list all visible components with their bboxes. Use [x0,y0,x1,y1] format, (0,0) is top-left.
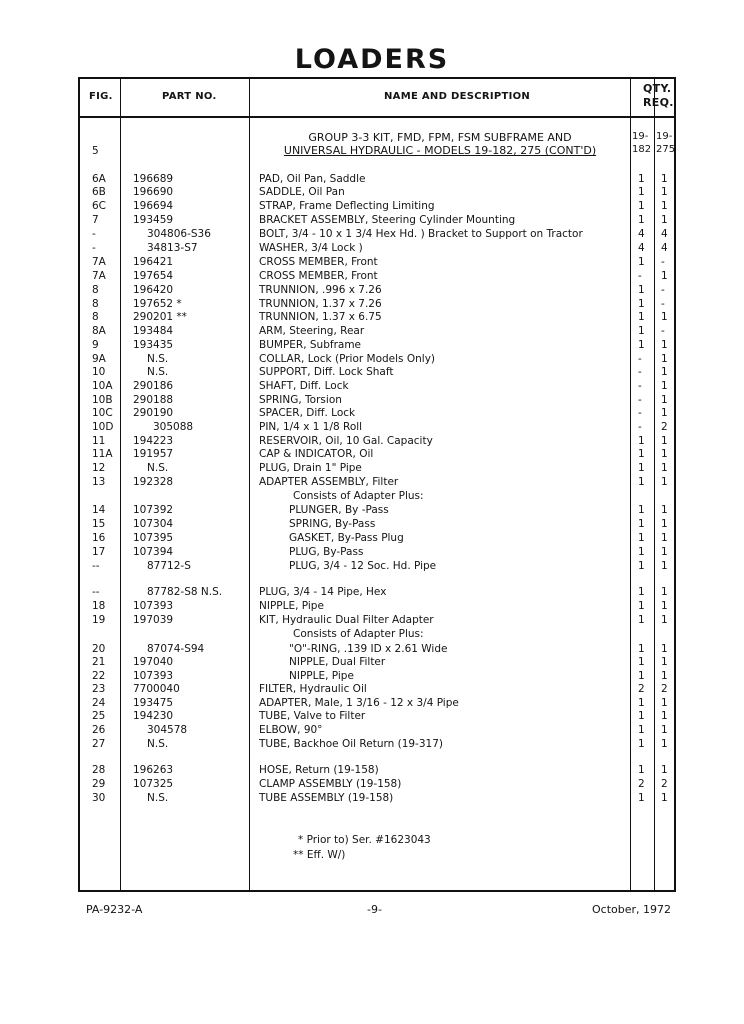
fig-number: 19 [92,614,106,626]
qty-19-182: 1 [638,710,645,722]
part-number: 197654 [133,270,174,282]
qty-19-182: 1 [638,200,645,212]
description: SHAFT, Diff. Lock [259,380,349,392]
qty-19-275: 1 [661,407,668,419]
fig-number: -- [92,586,100,598]
description: SADDLE, Oil Pan [259,186,345,198]
qty-19-182: 1 [638,462,645,474]
table-row [0,546,744,559]
description: ADAPTER, Male, 1 3/16 - 12 x 3/4 Pipe [259,697,459,709]
header-name-description: NAME AND DESCRIPTION [384,91,531,102]
qty-19-275: 1 [661,270,668,282]
group-line-1: GROUP 3-3 KIT, FMD, FPM, FSM SUBFRAME AND [308,131,572,144]
description: Consists of Adapter Plus: [293,628,424,640]
description: RESERVOIR, Oil, 10 Gal. Capacity [259,435,433,447]
qty-19-182: - [638,421,642,433]
header-fig: FIG. [89,91,113,102]
qty-19-182: 1 [638,435,645,447]
description: CAP & INDICATOR, Oil [259,448,374,460]
qty-19-182: - [638,270,642,282]
table-row [0,683,744,696]
qty-19-182: 1 [638,311,645,323]
note-prior: * Prior to) Ser. #1623043 [298,834,431,846]
fig-number: 6A [92,173,106,185]
description: PIN, 1/4 x 1 1/8 Roll [259,421,363,433]
qty-19-182: 1 [638,614,645,626]
fig-number: 25 [92,710,106,722]
part-number: 290186 [133,380,174,392]
part-number: 7700040 [133,683,180,695]
table-row [0,697,744,710]
table-row [0,214,744,227]
fig-number: -- [92,560,100,572]
qty-col2-bottom: 275 [656,144,676,155]
header-qty: QTY. [643,82,672,95]
fig-number: 7A [92,256,106,268]
description: CROSS MEMBER, Front [259,256,378,268]
description: PLUG, 3/4 - 12 Soc. Hd. Pipe [289,560,437,572]
qty-19-275: - [661,284,665,296]
part-number: 290188 [133,394,174,406]
table-row [0,462,744,475]
qty-19-182: 1 [638,173,645,185]
part-number: 196694 [133,200,174,212]
description: HOSE, Return (19-158) [259,764,379,776]
qty-19-182: 1 [638,532,645,544]
part-number: 107325 [133,778,174,790]
qty-19-275: 1 [661,738,668,750]
part-number: 304578 [147,724,188,736]
table-row [0,628,744,641]
table-row [0,311,744,324]
note-row-1 [0,834,744,847]
table-row [0,764,744,777]
fig-number: - [92,228,96,240]
part-number: 197652 * [133,298,182,310]
qty-19-182: 1 [638,600,645,612]
part-number: 197039 [133,614,174,626]
part-number: 107393 [133,670,174,682]
qty-19-182: - [638,380,642,392]
qty-19-275: 1 [661,643,668,655]
qty-19-182: - [638,366,642,378]
qty-19-182: 1 [638,643,645,655]
fig-number: 12 [92,462,106,474]
qty-19-182: 2 [638,683,645,695]
qty-19-182: - [638,353,642,365]
qty-19-182: 1 [638,504,645,516]
table-row [0,476,744,489]
description: PAD, Oil Pan, Saddle [259,173,366,185]
fig-number: 28 [92,764,106,776]
qty-19-182: 1 [638,546,645,558]
qty-19-275: 2 [661,421,668,433]
table-row [0,643,744,656]
group-line-2: UNIVERSAL HYDRAULIC - MODELS 19-182, 275 (CONT'D) [283,144,597,157]
table-row [0,670,744,683]
qty-19-182: 1 [638,448,645,460]
group-fig: 5 [92,145,99,157]
qty-19-182: 1 [638,670,645,682]
qty-19-275: 1 [661,353,668,365]
part-number: 107395 [133,532,174,544]
qty-19-275: 1 [661,586,668,598]
description: TRUNNION, 1.37 x 7.26 [259,298,382,310]
description: PLUG, Drain 1" Pipe [259,462,362,474]
qty-19-275: 2 [661,778,668,790]
fig-number: 9 [92,339,99,351]
qty-19-182: 1 [638,214,645,226]
qty-19-182: 1 [638,298,645,310]
description: TUBE, Backhoe Oil Return (19-317) [259,738,443,750]
fig-number: 20 [92,643,106,655]
description: SPRING, By-Pass [289,518,376,530]
header-req: REQ. [643,96,674,109]
qty-19-182: 1 [638,792,645,804]
description: STRAP, Frame Deflecting Limiting [259,200,435,212]
description: CLAMP ASSEMBLY (19-158) [259,778,402,790]
header-divider [78,116,676,118]
fig-number: 16 [92,532,106,544]
fig-number: 7A [92,270,106,282]
part-number: N.S. [147,792,169,804]
table-row [0,173,744,186]
description: PLUNGER, By -Pass [289,504,389,516]
qty-19-275: 1 [661,311,668,323]
fig-number: 8 [92,298,99,310]
fig-number: 27 [92,738,106,750]
fig-number: 9A [92,353,106,365]
fig-number: 10B [92,394,113,406]
qty-19-182: 2 [638,778,645,790]
qty-19-275: 1 [661,366,668,378]
qty-19-275: - [661,298,665,310]
part-number: 290190 [133,407,174,419]
qty-19-275: 1 [661,600,668,612]
page-title: LOADERS [294,44,450,75]
footer-date: October, 1972 [592,903,672,916]
part-number: 196689 [133,173,174,185]
part-number: 305088 [153,421,194,433]
fig-number: 26 [92,724,106,736]
qty-19-275: 1 [661,560,668,572]
description: TUBE ASSEMBLY (19-158) [259,792,394,804]
description: BUMPER, Subframe [259,339,362,351]
qty-col2-top: 19- [656,131,673,142]
part-number: 193475 [133,697,174,709]
qty-19-275: 1 [661,614,668,626]
qty-19-275: 1 [661,200,668,212]
qty-19-275: 4 [661,228,668,240]
description: TRUNNION, .996 x 7.26 [259,284,382,296]
description: BOLT, 3/4 - 10 x 1 3/4 Hex Hd. ) Bracket to Support on Tractor [259,228,583,240]
qty-19-275: 1 [661,697,668,709]
description: KIT, Hydraulic Dual Filter Adapter [259,614,434,626]
table-row [0,518,744,531]
table-row [0,298,744,311]
qty-19-275: 1 [661,462,668,474]
part-number: 194230 [133,710,174,722]
table-row [0,532,744,545]
qty-19-182: 1 [638,325,645,337]
fig-number: 14 [92,504,106,516]
qty-19-275: 1 [661,710,668,722]
table-row [0,448,744,461]
qty-19-275: 1 [661,476,668,488]
part-number: 87782-S8 N.S. [147,586,223,598]
description: SPACER, Diff. Lock [259,407,356,419]
part-number: 197040 [133,656,174,668]
qty-19-275: 1 [661,546,668,558]
table-row [0,325,744,338]
table-row [0,738,744,751]
part-number: 194223 [133,435,174,447]
fig-number: 10 [92,366,106,378]
qty-col1-bottom: 182 [632,144,652,155]
qty-19-275: 4 [661,242,668,254]
qty-19-182: 1 [638,284,645,296]
part-number: N.S. [147,366,169,378]
footer-page-number: -9- [367,903,382,916]
fig-number: 22 [92,670,106,682]
fig-number: 29 [92,778,106,790]
qty-19-182: 1 [638,586,645,598]
table-row [0,186,744,199]
table-row [0,407,744,420]
table-row [0,600,744,613]
qty-19-182: 4 [638,228,645,240]
table-row [0,614,744,627]
qty-19-275: 1 [661,448,668,460]
qty-19-182: - [638,394,642,406]
fig-number: 18 [92,600,106,612]
part-number: 193435 [133,339,174,351]
table-row [0,270,744,283]
part-number: N.S. [147,353,169,365]
qty-19-182: 1 [638,476,645,488]
footer-doc-id: PA-9232-A [86,903,143,916]
qty-col1-top: 19- [632,131,649,142]
part-number: 107394 [133,546,174,558]
qty-19-182: 1 [638,186,645,198]
description: ADAPTER ASSEMBLY, Filter [259,476,399,488]
qty-19-182: 4 [638,242,645,254]
fig-number: 30 [92,792,106,804]
fig-number: 7 [92,214,99,226]
description: PLUG, 3/4 - 14 Pipe, Hex [259,586,387,598]
description: ELBOW, 90° [259,724,323,736]
note-row-2 [0,849,744,862]
description: TUBE, Valve to Filter [259,710,366,722]
qty-19-275: 2 [661,683,668,695]
table-row [0,504,744,517]
table-row [0,792,744,805]
qty-19-182: 1 [638,656,645,668]
table-row [0,421,744,434]
header-part-no: PART NO. [162,91,217,102]
description: WASHER, 3/4 Lock ) [259,242,363,254]
part-number: 87074-S94 [147,643,205,655]
fig-number: 6B [92,186,106,198]
qty-19-275: 1 [661,173,668,185]
qty-19-275: 1 [661,518,668,530]
part-number: 196690 [133,186,174,198]
description: Consists of Adapter Plus: [293,490,424,502]
fig-number: 15 [92,518,106,530]
qty-19-182: 1 [638,724,645,736]
description: TRUNNION, 1.37 x 6.75 [259,311,382,323]
qty-19-275: 1 [661,435,668,447]
part-number: 193459 [133,214,174,226]
description: NIPPLE, Dual Filter [289,656,386,668]
description: "O"-RING, .139 ID x 2.61 Wide [289,643,448,655]
part-number: 107304 [133,518,174,530]
part-number: 193484 [133,325,174,337]
qty-19-275: 1 [661,792,668,804]
fig-number: 10C [92,407,113,419]
description: SUPPORT, Diff. Lock Shaft [259,366,394,378]
description: GASKET, By-Pass Plug [289,532,404,544]
fig-number: 13 [92,476,106,488]
qty-19-275: 1 [661,394,668,406]
description: BRACKET ASSEMBLY, Steering Cylinder Mounting [259,214,516,226]
fig-number: 8A [92,325,106,337]
part-number: 290201 ** [133,311,187,323]
qty-19-182: - [638,407,642,419]
description: SPRING, Torsion [259,394,342,406]
part-number: 196420 [133,284,174,296]
table-row [0,778,744,791]
description: NIPPLE, Pipe [289,670,354,682]
description: CROSS MEMBER, Front [259,270,378,282]
description: NIPPLE, Pipe [259,600,324,612]
description: PLUG, By-Pass [289,546,364,558]
table-row [0,366,744,379]
qty-19-275: 1 [661,724,668,736]
qty-19-182: 1 [638,764,645,776]
part-number: 107392 [133,504,174,516]
table-row [0,200,744,213]
part-number: N.S. [147,738,169,750]
fig-number: 6C [92,200,107,212]
fig-number: 17 [92,546,106,558]
table-row [0,353,744,366]
qty-19-182: 1 [638,339,645,351]
fig-number: 23 [92,683,106,695]
description: FILTER, Hydraulic Oil [259,683,367,695]
table-row [0,242,744,255]
table-row [0,710,744,723]
fig-number: 21 [92,656,106,668]
table-row [0,339,744,352]
qty-19-182: 1 [638,697,645,709]
fig-number: 11A [92,448,113,460]
qty-19-275: 1 [661,380,668,392]
table-row [0,284,744,297]
part-number: N.S. [147,462,169,474]
table-row [0,394,744,407]
qty-19-275: 1 [661,656,668,668]
fig-number: 8 [92,311,99,323]
table-row [0,490,744,503]
description: ARM, Steering, Rear [259,325,365,337]
note-effective: ** Eff. W/) [293,849,346,861]
qty-19-275: 1 [661,186,668,198]
fig-number: 10D [92,421,114,433]
qty-19-275: 1 [661,670,668,682]
qty-19-275: 1 [661,214,668,226]
part-number: 107393 [133,600,174,612]
table-row [0,724,744,737]
table-row [0,256,744,269]
qty-19-182: 1 [638,738,645,750]
part-number: 87712-S [147,560,191,572]
table-row [0,586,744,599]
fig-number: 24 [92,697,106,709]
part-number: 304806-S36 [147,228,211,240]
fig-number: 11 [92,435,106,447]
table-row [0,380,744,393]
qty-19-275: 1 [661,339,668,351]
table-row [0,228,744,241]
qty-19-275: - [661,256,665,268]
description: COLLAR, Lock (Prior Models Only) [259,353,436,365]
fig-number: 8 [92,284,99,296]
qty-19-275: 1 [661,532,668,544]
fig-number: 10A [92,380,113,392]
part-number: 34813-S7 [147,242,198,254]
part-number: 191957 [133,448,174,460]
table-row [0,435,744,448]
qty-19-182: 1 [638,256,645,268]
table-row [0,656,744,669]
qty-19-275: - [661,325,665,337]
qty-19-275: 1 [661,764,668,776]
qty-19-182: 1 [638,518,645,530]
qty-19-182: 1 [638,560,645,572]
qty-19-275: 1 [661,504,668,516]
part-number: 192328 [133,476,174,488]
table-row [0,560,744,573]
part-number: 196421 [133,256,174,268]
fig-number: - [92,242,96,254]
part-number: 196263 [133,764,174,776]
